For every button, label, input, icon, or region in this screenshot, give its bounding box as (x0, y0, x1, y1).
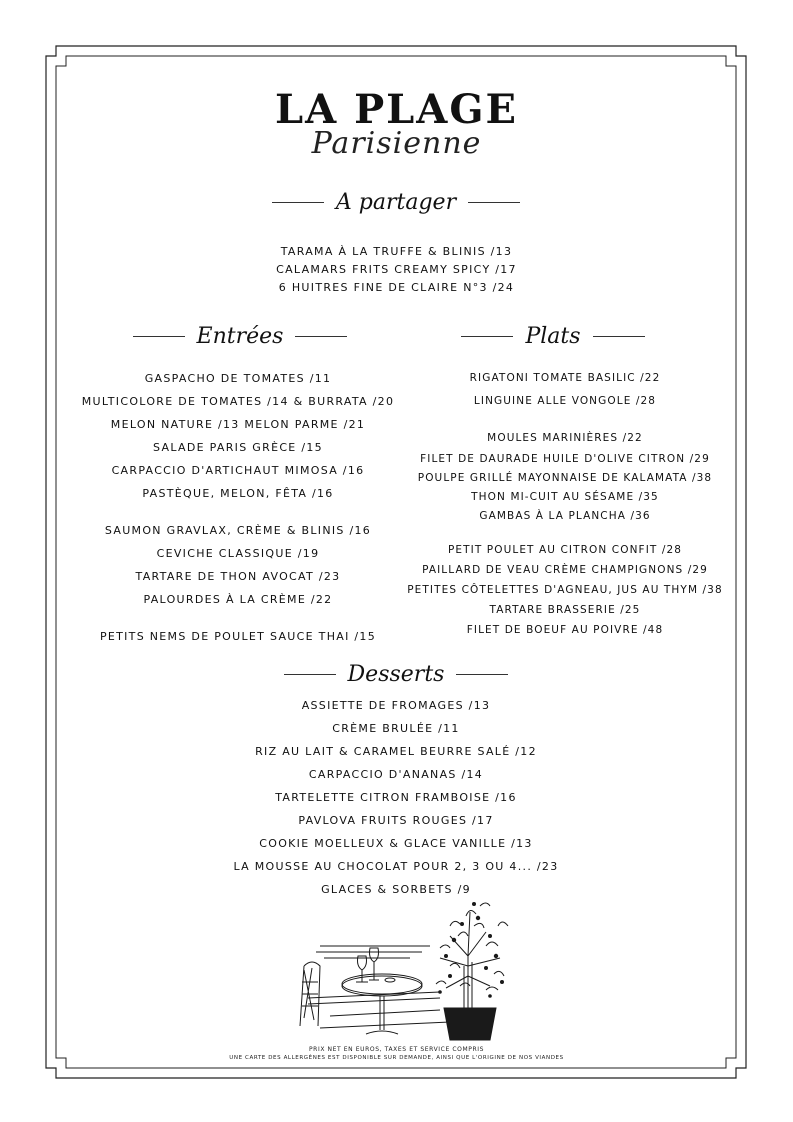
menu-item: PETITES CÔTELETTES D'AGNEAU, JUS AU THYM /38 (407, 584, 723, 596)
group-spacer (392, 526, 738, 540)
section-heading-desserts (256, 662, 536, 687)
heading-rule-right (456, 674, 508, 675)
menu-item: CARPACCIO D'ARTICHAUT MIMOSA /16 (111, 464, 365, 477)
menu-item: RIZ AU LAIT & CARAMEL BEURRE SALÉ /12 (255, 745, 537, 758)
heading-rule-left (284, 674, 336, 675)
menu-item: THON MI-CUIT AU SÉSAME /35 (471, 491, 659, 503)
menu-item: FILET DE BOEUF AU POIVRE /48 (466, 624, 664, 636)
menu-item: PAILLARD DE VEAU CRÈME CHAMPIGNONS /29 (422, 564, 708, 576)
plats-list (392, 367, 738, 640)
menu-item: POULPE GRILLÉ MAYONNAISE DE KALAMATA /38 (417, 472, 713, 484)
footer-allergen-note: UNE CARTE DES ALLERGÈNES EST DISPONIBLE SUR DEMANDE, AINSI QUE L'ORIGINE DE NOS VIANDES (229, 1055, 564, 1061)
menu-item: TARTARE DE THON AVOCAT /23 (135, 570, 341, 583)
menu-item: MULTICOLORE DE TOMATES /14 & BURRATA /20 (81, 395, 395, 408)
menu-item: COOKIE MOELLEUX & GLACE VANILLE /13 (259, 837, 533, 850)
menu-item: PAVLOVA FRUITS ROUGES /17 (298, 814, 494, 827)
group-spacer (68, 505, 408, 519)
group-spacer (392, 413, 738, 427)
menu-item: MOULES MARINIÈRES /22 (487, 432, 643, 444)
menu-item: GASPACHO DE TOMATES /11 (144, 372, 332, 385)
entrees-list (68, 367, 408, 648)
menu-item: CEVICHE CLASSIQUE /19 (156, 547, 320, 560)
menu-item: FILET DE DAURADE HUILE D'OLIVE CITRON /29 (420, 453, 710, 465)
menu-item: GLACES & SORBETS /9 (321, 883, 471, 896)
menu-item: PALOURDES À LA CRÈME /22 (143, 593, 333, 606)
menu-item: CALAMARS FRITS CREAMY SPICY /17 (276, 263, 517, 276)
footer-price-note: PRIX NET EN EUROS, TAXES ET SERVICE COMPRIS (308, 1046, 485, 1053)
restaurant-script-name: Parisienne (311, 126, 482, 161)
heading-rule-left (272, 202, 324, 203)
section-heading-entrees (100, 324, 380, 349)
menu-item: TARTELETTE CITRON FRAMBOISE /16 (275, 791, 517, 804)
group-spacer (68, 611, 408, 625)
menu-item: SALADE PARIS GRÈCE /15 (153, 441, 323, 454)
menu-item: LA MOUSSE AU CHOCOLAT POUR 2, 3 OU 4... /23 (233, 860, 559, 873)
heading-rule-left (133, 336, 185, 337)
menu-item: RIGATONI TOMATE BASILIC /22 (469, 372, 661, 384)
menu-item: LINGUINE ALLE VONGOLE /28 (473, 395, 657, 407)
heading-rule-left (461, 336, 513, 337)
heading-rule-right (468, 202, 520, 203)
menu-item: PETIT POULET AU CITRON CONFIT /28 (447, 544, 683, 556)
menu-item: ASSIETTE DE FROMAGES /13 (301, 699, 491, 712)
a-partager-list (230, 243, 563, 297)
menu-item: MELON NATURE /13 MELON PARME /21 (110, 418, 366, 431)
menu-item: CARPACCIO D'ANANAS /14 (308, 768, 484, 781)
menu-item: 6 HUITRES FINE DE CLAIRE N°3 /24 (278, 281, 515, 294)
menu-item: TARTARE BRASSERIE /25 (489, 604, 641, 616)
menu-item: CRÈME BRULÉE /11 (332, 722, 460, 735)
menu-item: GAMBAS À LA PLANCHA /36 (479, 510, 651, 522)
section-heading-a-partager (246, 190, 546, 215)
menu-item: PASTÈQUE, MELON, FÊTA /16 (142, 487, 334, 500)
terrace-illustration (290, 896, 520, 1042)
heading-rule-right (295, 336, 347, 337)
menu-item: TARAMA À LA TRUFFE & BLINIS /13 (280, 245, 513, 258)
heading-label: A partager (335, 190, 457, 215)
desserts-list (196, 694, 596, 901)
heading-label: Plats (525, 324, 581, 349)
menu-item: PETITS NEMS DE POULET SAUCE THAI /15 (99, 630, 377, 643)
menu-item: SAUMON GRAVLAX, CRÈME & BLINIS /16 (104, 524, 372, 537)
heading-label: Entrées (196, 324, 284, 349)
section-heading-plats (428, 324, 678, 349)
heading-rule-right (593, 336, 645, 337)
heading-label: Desserts (347, 662, 445, 687)
restaurant-name: LA PLAGE (275, 86, 518, 133)
